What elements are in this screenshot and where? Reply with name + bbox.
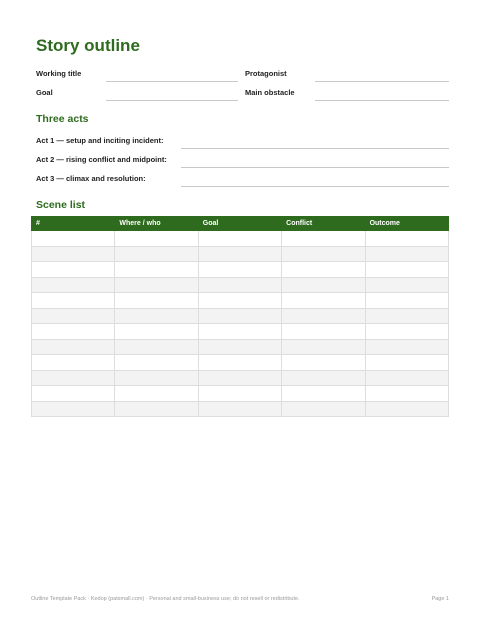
table-cell[interactable] <box>198 246 281 262</box>
table-cell[interactable] <box>365 277 448 293</box>
act-3-label: Act 3 — climax and resolution: <box>36 174 146 183</box>
table-cell[interactable] <box>115 386 198 402</box>
table-cell[interactable] <box>365 293 448 309</box>
table-cell[interactable] <box>115 324 198 340</box>
protagonist-label: Protagonist <box>245 69 287 78</box>
act-2-field[interactable] <box>181 167 449 168</box>
table-cell[interactable] <box>282 339 365 355</box>
table-cell[interactable] <box>282 231 365 247</box>
column-header-where-who: Where / who <box>115 217 198 231</box>
table-row <box>32 401 449 417</box>
table-cell[interactable] <box>32 401 115 417</box>
footer-notice: Outline Template Pack · Kedop (patsmall.com) · Personal and small-business use; do not resell or redistribute. <box>31 596 300 602</box>
table-cell[interactable] <box>198 293 281 309</box>
table-cell[interactable] <box>198 308 281 324</box>
table-cell[interactable] <box>365 262 448 278</box>
working-title-label: Working title <box>36 69 82 78</box>
column-header-goal: Goal <box>198 217 281 231</box>
scene-list-heading: Scene list <box>36 199 86 211</box>
table-cell[interactable] <box>32 293 115 309</box>
goal-label: Goal <box>36 88 53 97</box>
table-cell[interactable] <box>365 386 448 402</box>
act-1-label: Act 1 — setup and inciting incident: <box>36 136 164 145</box>
table-cell[interactable] <box>365 355 448 371</box>
table-cell[interactable] <box>365 339 448 355</box>
table-cell[interactable] <box>198 401 281 417</box>
table-cell[interactable] <box>115 339 198 355</box>
table-row <box>32 231 449 247</box>
table-row <box>32 324 449 340</box>
table-cell[interactable] <box>32 277 115 293</box>
table-row <box>32 370 449 386</box>
table-row <box>32 308 449 324</box>
table-cell[interactable] <box>282 246 365 262</box>
table-cell[interactable] <box>365 324 448 340</box>
table-cell[interactable] <box>115 355 198 371</box>
table-cell[interactable] <box>198 231 281 247</box>
table-cell[interactable] <box>198 339 281 355</box>
table-cell[interactable] <box>32 262 115 278</box>
table-cell[interactable] <box>282 308 365 324</box>
table-row <box>32 262 449 278</box>
table-cell[interactable] <box>198 386 281 402</box>
table-row <box>32 246 449 262</box>
table-cell[interactable] <box>282 293 365 309</box>
table-cell[interactable] <box>32 386 115 402</box>
page-number: Page 1 <box>431 596 449 602</box>
table-cell[interactable] <box>32 246 115 262</box>
table-row <box>32 355 449 371</box>
column-header-conflict: Conflict <box>282 217 365 231</box>
act-2-label: Act 2 — rising conflict and midpoint: <box>36 155 167 164</box>
table-cell[interactable] <box>32 370 115 386</box>
table-cell[interactable] <box>282 277 365 293</box>
table-cell[interactable] <box>198 355 281 371</box>
working-title-field[interactable] <box>106 81 238 82</box>
table-cell[interactable] <box>365 370 448 386</box>
table-row <box>32 386 449 402</box>
three-acts-heading: Three acts <box>36 113 89 125</box>
table-cell[interactable] <box>282 401 365 417</box>
main-obstacle-field[interactable] <box>315 100 449 101</box>
table-cell[interactable] <box>282 262 365 278</box>
table-cell[interactable] <box>115 401 198 417</box>
table-cell[interactable] <box>32 339 115 355</box>
act-3-field[interactable] <box>181 186 449 187</box>
table-cell[interactable] <box>115 293 198 309</box>
act-1-field[interactable] <box>181 148 449 149</box>
table-cell[interactable] <box>32 231 115 247</box>
table-row <box>32 339 449 355</box>
table-cell[interactable] <box>32 308 115 324</box>
table-cell[interactable] <box>282 324 365 340</box>
column-header-outcome: Outcome <box>365 217 448 231</box>
table-cell[interactable] <box>32 324 115 340</box>
table-cell[interactable] <box>282 386 365 402</box>
table-cell[interactable] <box>115 308 198 324</box>
table-cell[interactable] <box>198 324 281 340</box>
table-cell[interactable] <box>115 231 198 247</box>
goal-field[interactable] <box>106 100 238 101</box>
table-cell[interactable] <box>198 370 281 386</box>
table-cell[interactable] <box>115 246 198 262</box>
table-cell[interactable] <box>198 262 281 278</box>
main-obstacle-label: Main obstacle <box>245 88 295 97</box>
table-cell[interactable] <box>365 246 448 262</box>
table-cell[interactable] <box>115 370 198 386</box>
table-cell[interactable] <box>282 355 365 371</box>
scene-table <box>31 216 449 417</box>
table-cell[interactable] <box>198 277 281 293</box>
column-header-number: # <box>32 217 115 231</box>
table-cell[interactable] <box>115 262 198 278</box>
table-row <box>32 293 449 309</box>
table-header-row <box>32 217 449 231</box>
table-cell[interactable] <box>32 355 115 371</box>
table-cell[interactable] <box>365 401 448 417</box>
protagonist-field[interactable] <box>315 81 449 82</box>
page-title: Story outline <box>36 36 140 55</box>
table-cell[interactable] <box>282 370 365 386</box>
table-cell[interactable] <box>365 308 448 324</box>
table-cell[interactable] <box>365 231 448 247</box>
table-row <box>32 277 449 293</box>
table-cell[interactable] <box>115 277 198 293</box>
